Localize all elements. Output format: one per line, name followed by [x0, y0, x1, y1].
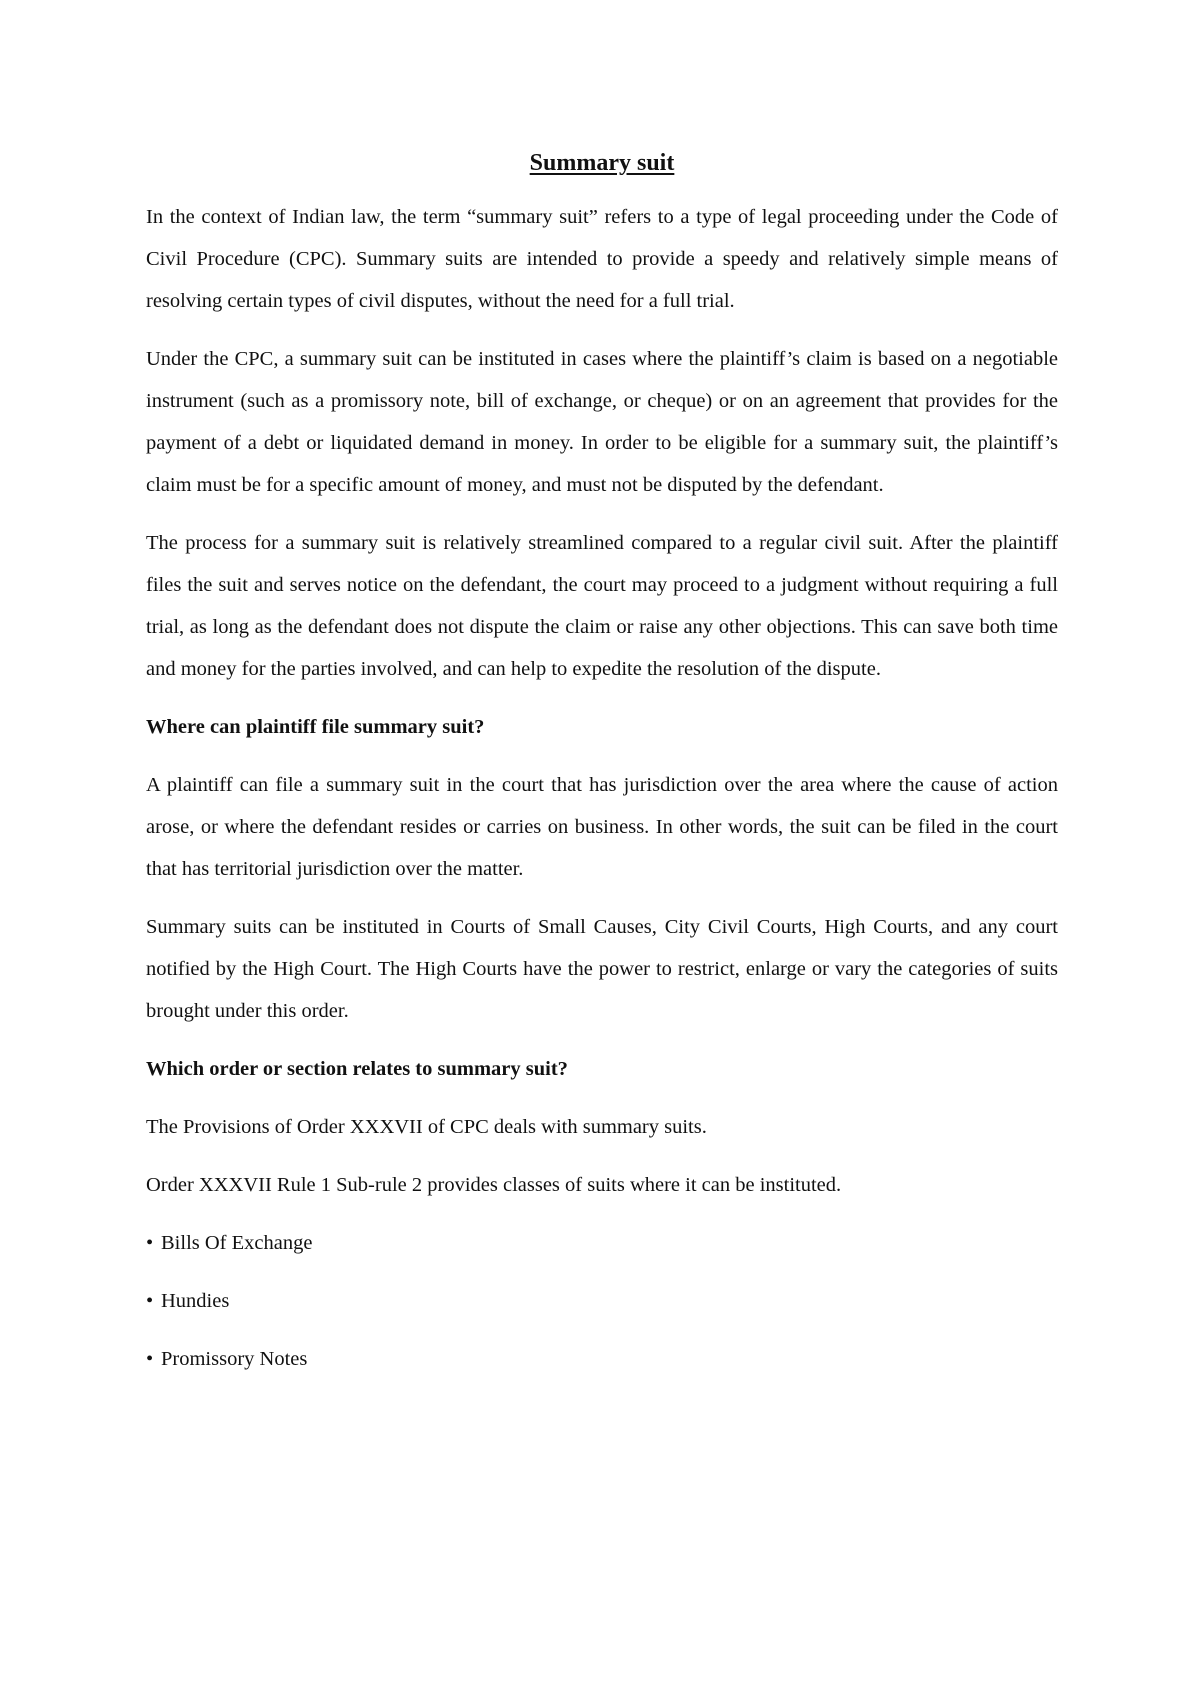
order-provisions-line: The Provisions of Order XXXVII of CPC deals with summary suits.: [146, 1116, 707, 1138]
list-item: [146, 1338, 1058, 1380]
list-item-text: Hundies: [161, 1290, 230, 1312]
list-item-text: Bills Of Exchange: [161, 1232, 313, 1254]
process-paragraph: The process for a summary suit is relatively streamlined compared to a regular civil suit. After the plaintiff files the suit and serves notice on the defendant, the court may proceed to a judgment without requiring a full trial, as long as the defendant does not dispute the claim or raise any other objections. This can save both time and money for the parties involved, and can help to expedite the resolution of the dispute.: [146, 532, 1058, 680]
page-title: Summary suit: [529, 150, 675, 176]
bullet-icon: •: [146, 1232, 154, 1254]
where-heading: Where can plaintiff file summary suit?: [146, 716, 485, 738]
courts-paragraph: Summary suits can be instituted in Courts of Small Causes, City Civil Courts, High Courts, and any court notified by the High Court. The High Courts have the power to restrict, enlarge or vary the categories of suits brought under this order.: [146, 916, 1058, 1022]
cpc-paragraph: Under the CPC, a summary suit can be instituted in cases where the plaintiff’s claim is based on a negotiable instrument (such as a promissory note, bill of exchange, or cheque) or on an agreement that provides for the payment of a debt or liquidated demand in money. In order to be eligible for a summary suit, the plaintiff’s claim must be for a specific amount of money, and must not be disputed by the defendant.: [146, 348, 1058, 496]
bullet-icon: •: [146, 1348, 154, 1370]
order-heading: Which order or section relates to summary suit?: [146, 1058, 568, 1080]
list-item: [146, 1222, 1058, 1264]
suit-classes-list: [146, 1222, 1058, 1380]
list-item: [146, 1280, 1058, 1322]
order-rule-line: Order XXXVII Rule 1 Sub-rule 2 provides classes of suits where it can be instituted.: [146, 1174, 842, 1196]
intro-paragraph: In the context of Indian law, the term “summary suit” refers to a type of legal proceeding under the Code of Civil Procedure (CPC). Summary suits are intended to provide a speedy and relatively simple means of resolving certain types of civil disputes, without the need for a full trial.: [146, 206, 1058, 312]
list-item-text: Promissory Notes: [161, 1348, 308, 1370]
bullet-icon: •: [146, 1290, 154, 1312]
jurisdiction-paragraph: A plaintiff can file a summary suit in the court that has jurisdiction over the area where the cause of action arose, or where the defendant resides or carries on business. In other words, the suit can be filed in the court that has territorial jurisdiction over the matter.: [146, 774, 1058, 880]
document-body: [146, 148, 1058, 1396]
